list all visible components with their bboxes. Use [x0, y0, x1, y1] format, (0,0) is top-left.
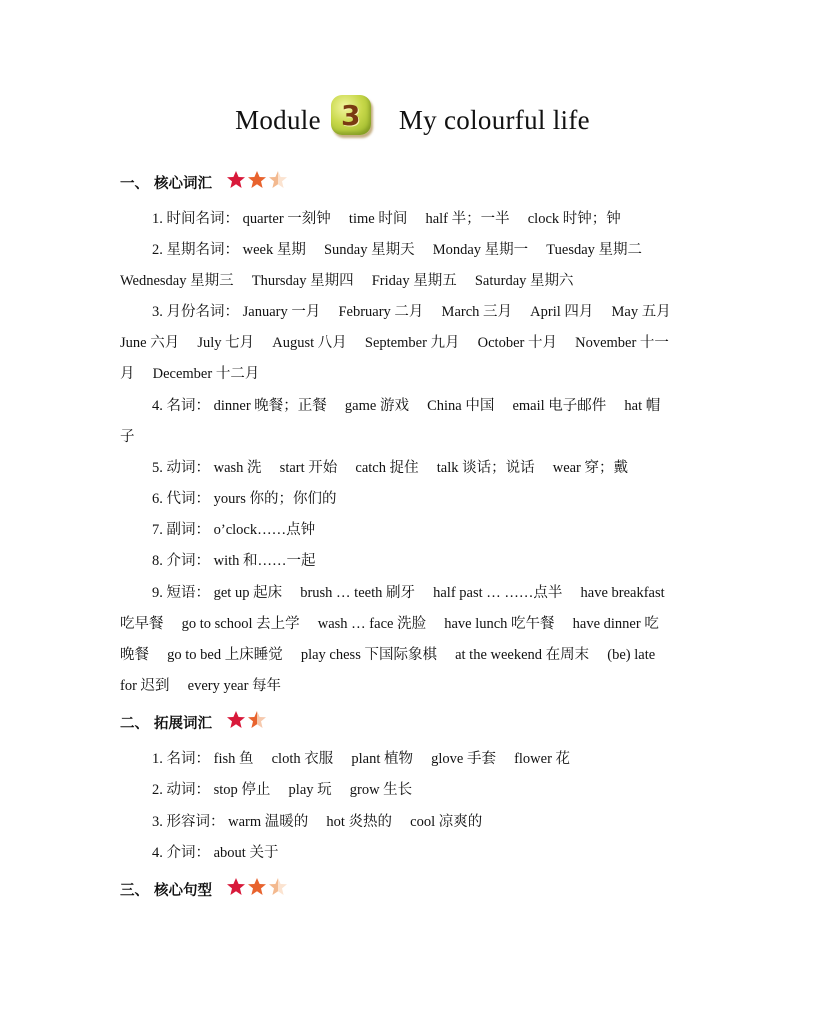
vocab-line: Wednesday 星期三 Thursday 星期四 Friday 星期五 Saturday 星期六 — [120, 273, 574, 289]
section-core-vocabulary — [120, 172, 289, 193]
difficulty-stars — [226, 170, 289, 189]
vocab-line: for 迟到 every year 每年 — [120, 678, 282, 694]
star-icon — [247, 170, 267, 189]
module-title-right: My colourful life — [398, 104, 590, 135]
vocab-line: 1. 时间名词： quarter 一刻钟 time 时间 half 半；一半 clock 时钟；钟 — [152, 211, 621, 227]
vocab-line: 月 December 十二月 — [120, 366, 260, 382]
section-heading: 一、 核心词汇 — [120, 176, 213, 192]
vocab-line: 3. 月份名词： January 一月 February 二月 March 三月 April 四月 May 五月 — [152, 304, 671, 320]
half-star-icon — [268, 170, 288, 189]
vocab-line: 3. 形容词： warm 温暖的 hot 炎热的 cool 凉爽的 — [152, 814, 483, 830]
difficulty-stars — [226, 877, 289, 896]
vocab-line: 8. 介词： with 和……一起 — [152, 553, 316, 569]
vocab-line: June 六月 July 七月 August 八月 September 九月 October 十月 November 十一 — [120, 335, 669, 351]
star-icon — [226, 877, 246, 896]
star-icon — [226, 170, 246, 189]
star-icon — [247, 877, 267, 896]
vocab-line: 子 — [120, 429, 135, 445]
vocab-line: 吃早餐 go to school 去上学 wash … face 洗脸 have lunch 吃午餐 have dinner 吃 — [120, 616, 659, 632]
vocab-line: 2. 动词： stop 停止 play 玩 grow 生长 — [152, 782, 413, 798]
module-title-left: Module — [235, 104, 321, 135]
module-number-badge: 3 — [331, 95, 371, 135]
vocab-line: 4. 介词： about 关于 — [152, 845, 279, 861]
vocab-line: 晚餐 go to bed 上床睡觉 play chess 下国际象棋 at the weekend 在周末 (be) late — [120, 647, 656, 663]
star-icon — [226, 710, 246, 729]
section-heading: 三、 核心句型 — [120, 883, 213, 899]
section-core-sentences — [120, 879, 289, 900]
half-star-icon — [268, 877, 288, 896]
vocab-line: 2. 星期名词： week 星期 Sunday 星期天 Monday 星期一 Tuesday 星期二 — [152, 242, 643, 258]
vocab-line: 5. 动词： wash 洗 start 开始 catch 捉住 talk 谈话；说话 wear 穿；戴 — [152, 460, 629, 476]
vocab-line: 7. 副词： o’clock……点钟 — [152, 522, 316, 538]
difficulty-stars — [226, 710, 268, 729]
vocab-line: 6. 代词： yours 你的；你们的 — [152, 491, 337, 507]
vocab-line: 9. 短语： get up 起床 brush … teeth 刷牙 half past … ……点半 have breakfast — [152, 585, 665, 601]
module-title — [0, 100, 825, 140]
vocab-line: 4. 名词： dinner 晚餐；正餐 game 游戏 China 中国 email 电子邮件 hat 帽 — [152, 398, 661, 414]
half-star-icon — [247, 710, 267, 729]
section-extended-vocabulary — [120, 712, 268, 733]
vocab-line: 1. 名词： fish 鱼 cloth 衣服 plant 植物 glove 手套 flower 花 — [152, 751, 571, 767]
section-heading: 二、 拓展词汇 — [120, 716, 213, 732]
